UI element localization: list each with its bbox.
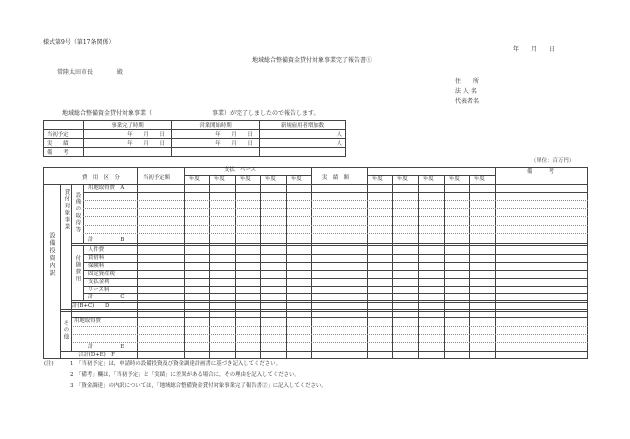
year-cell: 年度: [240, 176, 251, 182]
year-cell: 年度: [423, 176, 434, 182]
intro-text: 地域総合整備資金貸付対象事業（ 事業）が完了しましたので報告します。: [62, 110, 320, 117]
applicant-address-label: 住 所: [455, 78, 480, 85]
summary-table: [43, 120, 346, 157]
header-payment-basis: 支払 ベース: [224, 167, 257, 173]
unit-label: （単位：百万円）: [531, 158, 575, 164]
summary-cell: 人: [260, 139, 346, 148]
row-subtotal-c: 計 C: [88, 294, 125, 300]
row-total-f: 合計(D+E) F: [78, 352, 115, 358]
group-label-incidental: 付随費用: [74, 255, 81, 283]
year-cell: 年度: [214, 176, 225, 182]
header-category: 費 用 区 分: [82, 175, 120, 181]
row-incidental-item: リース料: [88, 287, 110, 293]
page-title: 地域総合整備資金貸付対象事業完了報告書①: [252, 57, 373, 64]
row-other-land: 用地取得費: [74, 318, 101, 324]
summary-cell: [172, 148, 260, 157]
group-label-acquisition: 設備の取得等: [74, 192, 81, 234]
year-cell: 年度: [474, 176, 485, 182]
applicant-rep-label: 代表者名: [455, 98, 480, 105]
year-cell: 年度: [291, 176, 302, 182]
header-actual: 実 績 額: [322, 175, 349, 181]
year-cell: 年度: [189, 176, 200, 182]
row-subtotal-b: 計 B: [88, 237, 125, 243]
note-item: 3 「資金調達」の内訳については，「地域総合整備資金貸付対象事業完了報告書②」に記入してください。: [70, 383, 327, 389]
notes-prefix: (注): [44, 361, 54, 367]
form-number: 様式第9号（第17条関係）: [43, 39, 115, 46]
row-incidental-item: 保険料: [88, 263, 105, 269]
year-cell: 年度: [449, 176, 460, 182]
row-incidental-item: 固定資産税: [88, 271, 115, 277]
summary-cell: 年 月 日: [172, 130, 260, 139]
summary-header-opening: 営業開始時期: [172, 121, 260, 130]
row-land-a: 用地取得費 A: [88, 185, 125, 191]
group-label-other: その他: [62, 320, 69, 341]
year-cell: 年度: [397, 176, 408, 182]
note-item: 1 「当初予定」は，申請時の設備投資及び資金調達計画書に基づき記入してください。: [70, 361, 281, 367]
row-incidental-item: 賃借料: [88, 255, 105, 261]
year-cell: 年度: [265, 176, 276, 182]
summary-cell: 年 月 日: [172, 139, 260, 148]
summary-cell: 人: [260, 130, 346, 139]
header-remarks: 備 考: [527, 169, 554, 175]
investment-table-border: [43, 167, 588, 359]
row-subtotal-d: 計(B+C) D: [72, 303, 110, 309]
summary-cell: 年 月 日: [84, 130, 172, 139]
summary-header-completion: 事業完了時期: [84, 121, 172, 130]
note-item: 2 「備考」欄は，「当初予定」と「実績」に差異がある場合に，その理由を記入してください。: [70, 372, 300, 378]
year-cell: 年度: [372, 176, 383, 182]
group-label-loan: 貸付対象事業: [63, 189, 70, 231]
summary-row-label: 実 績: [44, 139, 84, 148]
report-date: 年 月 日: [513, 46, 556, 53]
summary-row-label: 備 考: [44, 148, 84, 157]
summary-cell: [84, 148, 172, 157]
summary-header-employment: 新規雇用者増加数: [260, 121, 346, 130]
addressee: 常陸太田市長 殿: [57, 69, 124, 76]
row-incidental-item: 支払金利: [88, 279, 110, 285]
summary-row-label: 当初予定: [44, 130, 84, 139]
row-incidental-item: 人件費: [88, 247, 105, 253]
summary-cell: [260, 148, 346, 157]
header-plan: 当初予定額: [143, 175, 170, 181]
row-subtotal-e: 計 E: [88, 344, 125, 350]
side-label-investment: 設備投資内訳: [48, 232, 55, 277]
applicant-corp-label: 法 人 名: [455, 88, 477, 95]
summary-cell: 年 月 日: [84, 139, 172, 148]
